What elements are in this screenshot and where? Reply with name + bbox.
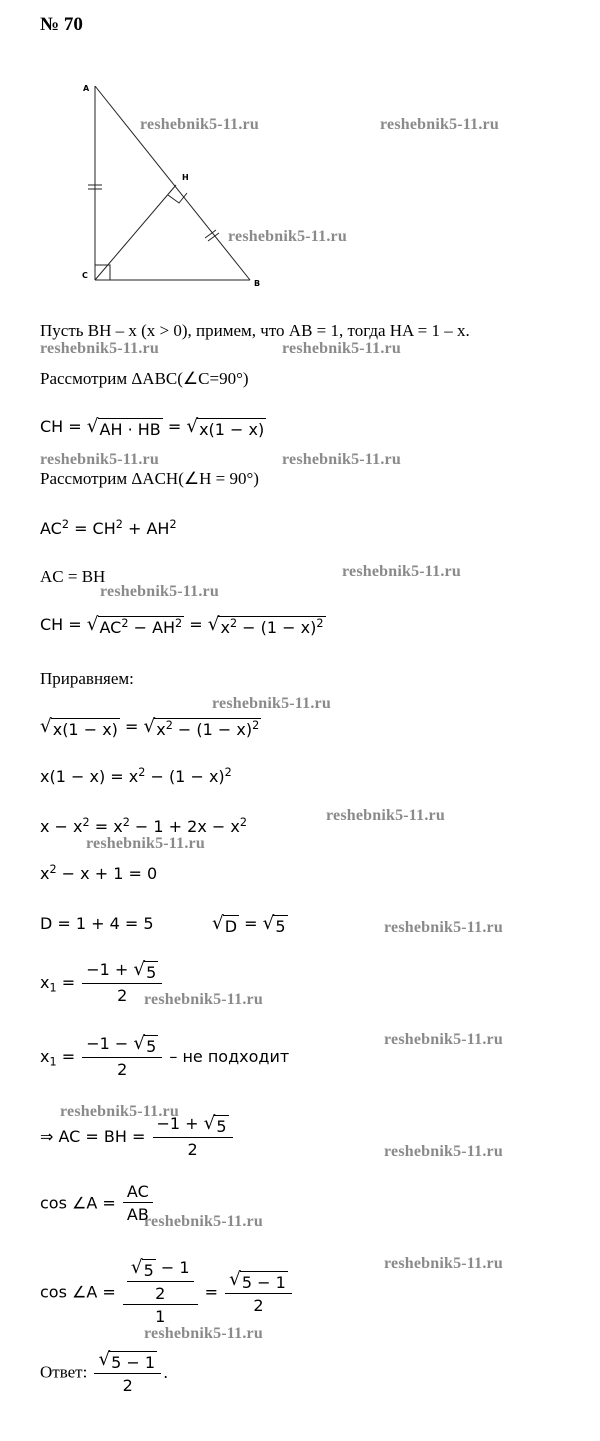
label-b: B bbox=[254, 279, 261, 288]
sqrt: √ $x^2 - (1 - x)^2$ bbox=[143, 716, 260, 739]
ac-bh-value: ⇒ AC = BH = −1 + √ 5 2 bbox=[40, 1114, 235, 1159]
consider-ach: Рассмотрим ΔACH(∠H = 90°) bbox=[40, 469, 259, 488]
sqrt-discriminant: √ D = √ 5 bbox=[212, 913, 286, 936]
consider-abc: Рассмотрим ΔABC(∠C=90°) bbox=[40, 369, 249, 388]
problem-number: № 70 bbox=[40, 14, 83, 35]
watermark: reshebnik5-11.ru bbox=[100, 583, 219, 600]
watermark: reshebnik5-11.ru bbox=[40, 451, 159, 468]
statement-line: Пусть BH – x (x > 0), примем, что AB = 1, тогда HA = 1 – x. bbox=[40, 321, 470, 340]
watermark: reshebnik5-11.ru bbox=[212, 695, 331, 712]
watermark: reshebnik5-11.ru bbox=[40, 340, 159, 357]
fraction: √ 5 − 1 2 bbox=[225, 1270, 292, 1315]
root-x2: $x_1$ = −1 − √ 5 2 – не подходит bbox=[40, 1033, 290, 1079]
sqrt: √ $x^2 - (1 - x)^2$ bbox=[207, 614, 324, 637]
pythagoras-ach: $AC^2 = CH^2 + AH^2$ bbox=[40, 517, 177, 538]
cos-a-value: cos ∠A = √ 5 − 1 2 1 = √ 5 − 1 2 bbox=[40, 1258, 294, 1326]
equation-expanded: $x - x^2 = x^2 - 1 + 2x - x^2$ bbox=[40, 815, 247, 836]
triangle-diagram bbox=[70, 72, 270, 292]
fraction: √ 5 − 1 2 1 bbox=[123, 1258, 198, 1326]
root-x1: $x_1$ = −1 + √ 5 2 bbox=[40, 960, 164, 1005]
watermark: reshebnik5-11.ru bbox=[228, 228, 347, 245]
ac-equals-bh: AC = BH bbox=[40, 567, 106, 586]
sqrt: √ x(1 − x) bbox=[186, 416, 265, 439]
label-c: C bbox=[82, 271, 88, 280]
sqrt: √ AH · HB bbox=[86, 416, 161, 439]
discriminant: D = 1 + 4 = 5 bbox=[40, 914, 154, 933]
sqrt: √ $AC^2 - AH^2$ bbox=[86, 614, 183, 637]
fraction: −1 + √ 5 2 bbox=[82, 960, 162, 1005]
watermark: reshebnik5-11.ru bbox=[384, 1031, 503, 1048]
equate-label: Приравняем: bbox=[40, 669, 134, 688]
answer: Ответ: √ 5 − 1 2 . bbox=[40, 1349, 169, 1395]
label-a: A bbox=[83, 84, 90, 93]
watermark: reshebnik5-11.ru bbox=[384, 1143, 503, 1160]
altitude-ch bbox=[95, 185, 176, 280]
watermark: reshebnik5-11.ru bbox=[282, 451, 401, 468]
formula-ch-1: CH = √ AH · HB = √ x(1 − x) bbox=[40, 416, 265, 439]
watermark: reshebnik5-11.ru bbox=[140, 116, 259, 133]
watermark: reshebnik5-11.ru bbox=[384, 919, 503, 936]
watermark: reshebnik5-11.ru bbox=[60, 1103, 179, 1120]
watermark: reshebnik5-11.ru bbox=[144, 1213, 263, 1230]
fraction: −1 − √ 5 2 bbox=[82, 1034, 162, 1079]
watermark: reshebnik5-11.ru bbox=[342, 563, 461, 580]
watermark: reshebnik5-11.ru bbox=[282, 340, 401, 357]
watermark: reshebnik5-11.ru bbox=[384, 1255, 503, 1272]
quadratic-equation: $x^2 - x + 1 = 0$ bbox=[40, 862, 158, 883]
watermark: reshebnik5-11.ru bbox=[144, 1325, 263, 1342]
sqrt: √ D bbox=[212, 913, 238, 936]
fraction: −1 + √ 5 2 bbox=[153, 1114, 233, 1159]
fraction: √ 5 − 1 2 bbox=[94, 1350, 161, 1395]
equation-squared: $x(1 - x) = x^2 - (1 - x)^2$ bbox=[40, 765, 232, 786]
formula-ch-2: CH = √ $AC^2 - AH^2$ = √ $x^2 - (1 - x)^2$ bbox=[40, 614, 324, 637]
watermark: reshebnik5-11.ru bbox=[144, 991, 263, 1008]
watermark: reshebnik5-11.ru bbox=[380, 116, 499, 133]
watermark: reshebnik5-11.ru bbox=[326, 807, 445, 824]
sqrt: √ x(1 − x) bbox=[40, 716, 118, 739]
label-h: H bbox=[182, 173, 189, 182]
equate-roots: √ x(1 − x) = √ $x^2 - (1 - x)^2$ bbox=[40, 716, 260, 739]
cos-a-definition: cos ∠A = $\frac{AC}{AB}$ bbox=[40, 1182, 155, 1224]
watermark: reshebnik5-11.ru bbox=[86, 835, 205, 852]
sqrt: √ 5 bbox=[262, 913, 286, 936]
fraction: $\frac{AC}{AB}$ bbox=[123, 1182, 153, 1224]
